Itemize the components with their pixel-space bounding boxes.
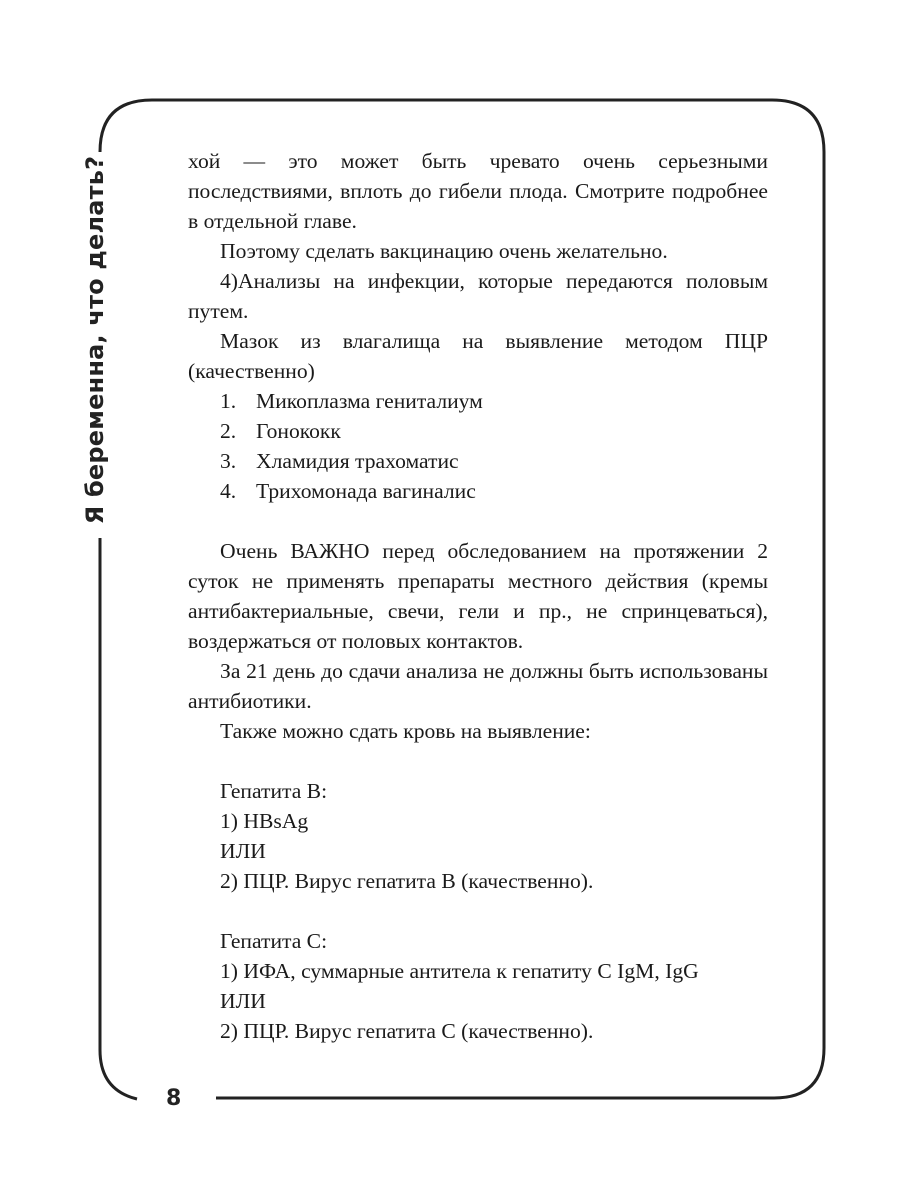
hepatitis-b-option-1: 1) HBsAg <box>220 809 309 833</box>
spacer <box>188 896 768 926</box>
list-text: Хламидия трахоматис <box>256 449 459 473</box>
paragraph: Мазок из влагалища на выявление методом ПЦР (качественно) <box>188 329 768 383</box>
list-item <box>220 416 768 446</box>
spacer <box>188 746 768 776</box>
spacer <box>188 506 768 536</box>
list-item <box>220 476 768 506</box>
paragraph: хой — это может быть чревато очень серьезными последствиями, вплоть до гибели плода. Смотрите подробнее в отдельной главе. <box>188 149 768 233</box>
hepatitis-c-option-1: 1) ИФА, суммарные антитела к гепатиту С IgM, IgG <box>220 959 699 983</box>
antibiotics-note: За 21 день до сдачи анализа не должны быть использованы антибиотики. <box>188 659 768 713</box>
list-text: Микоплазма гениталиум <box>256 389 483 413</box>
list-item <box>220 446 768 476</box>
list-item <box>220 386 768 416</box>
hepatitis-b-option-2: 2) ПЦР. Вирус гепатита В (качественно). <box>220 869 594 893</box>
paragraph: 4)Анализы на инфекции, которые передаются половым путем. <box>188 269 768 323</box>
hepatitis-c-title: Гепатита С: <box>220 929 328 953</box>
list-number: 3. <box>220 449 237 473</box>
hepatitis-c-block <box>188 926 768 1046</box>
list-number: 4. <box>220 479 237 503</box>
pcr-test-list <box>188 386 768 506</box>
list-text: Трихомонада вагиналис <box>256 479 476 503</box>
hepatitis-b-title: Гепатита В: <box>220 779 328 803</box>
hepatitis-c-option-2: 2) ПЦР. Вирус гепатита С (качественно). <box>220 1019 594 1043</box>
blood-test-intro: Также можно сдать кровь на выявление: <box>220 719 591 743</box>
page-body <box>188 146 768 1046</box>
list-text: Гонококк <box>256 419 341 443</box>
running-head: Я беременна, что делать? <box>81 155 109 525</box>
important-note: Очень ВАЖНО перед обследованием на протяжении 2 суток не применять препараты местного действия (кремы антибактериальные, свечи, гели и пр., не спринцеваться), воздержаться от половых контактов. <box>188 539 768 653</box>
frame-left-bottom-line <box>100 538 137 1099</box>
list-number: 1. <box>220 389 237 413</box>
list-number: 2. <box>220 419 237 443</box>
page-number: 8 <box>166 1086 182 1111</box>
hepatitis-b-block <box>188 776 768 896</box>
hepatitis-b-or: ИЛИ <box>220 839 266 863</box>
paragraph: Поэтому сделать вакцинацию очень желательно. <box>220 239 668 263</box>
hepatitis-c-or: ИЛИ <box>220 989 266 1013</box>
